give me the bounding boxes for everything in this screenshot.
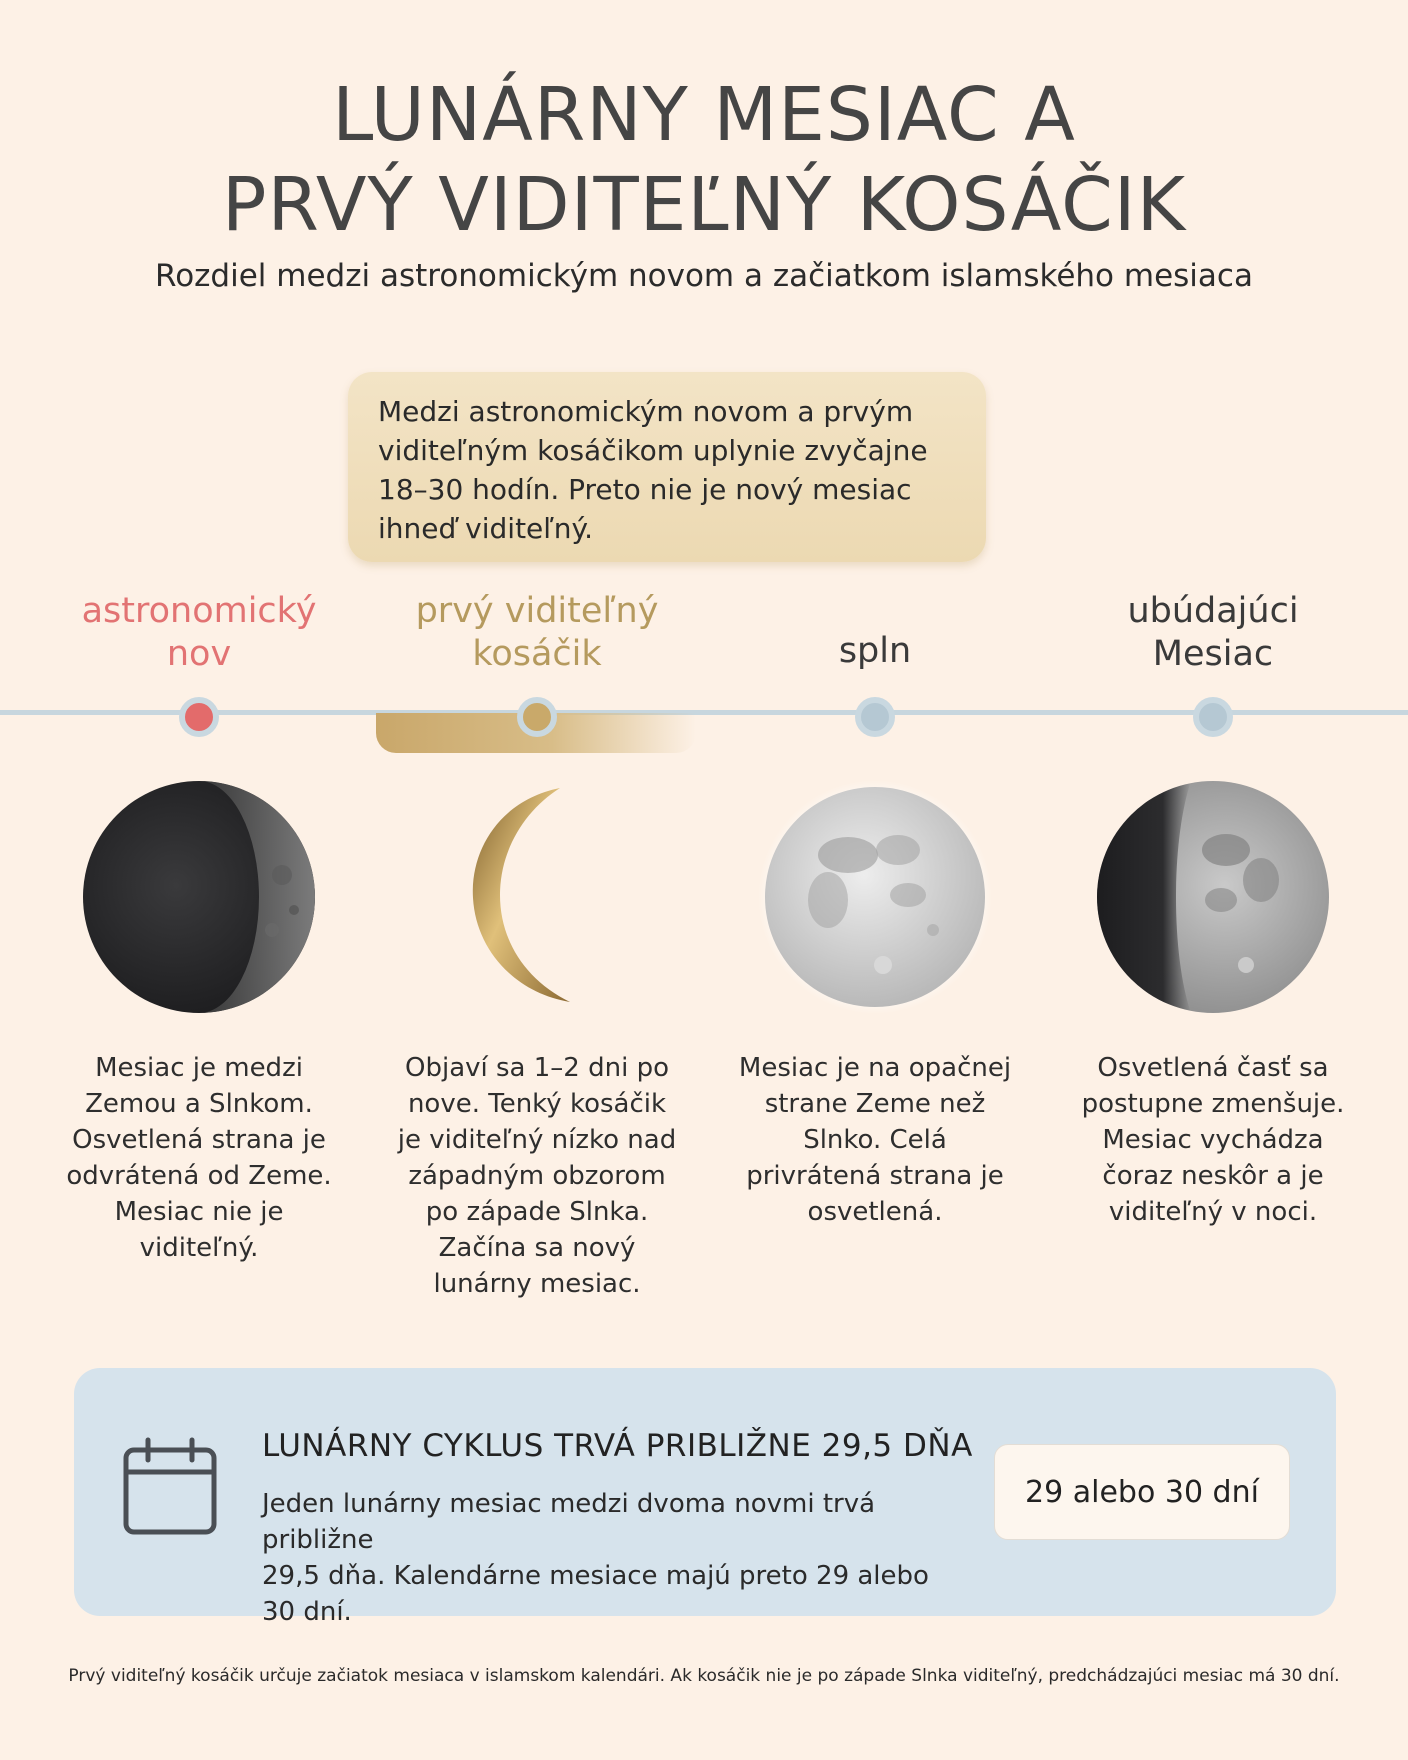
title-line-2: PRVÝ VIDITEĽNÝ KOSÁČIK — [221, 162, 1187, 248]
calendar-icon — [122, 1436, 218, 1536]
desc-line: Osvetlená strana je — [72, 1125, 326, 1155]
desc-line: Mesiac nie je — [114, 1197, 284, 1227]
desc-line: strane Zeme než — [764, 1089, 986, 1119]
timeline-dot-full-moon — [855, 697, 895, 737]
callout-line-4: ihneď viditeľný. — [378, 512, 594, 545]
phase-label-waning-moon — [1063, 590, 1363, 676]
phase-label-crescent-line-2: kosáčik — [472, 634, 602, 674]
desc-line: Mesiac je medzi — [95, 1053, 303, 1083]
crescent-moon-image — [420, 780, 654, 1014]
desc-line: osvetlená. — [807, 1197, 943, 1227]
desc-line: nove. Tenký kosáčik — [407, 1089, 667, 1119]
cycle-text-line-1: Jeden lunárny mesiac medzi dvoma novmi trvá približne — [262, 1489, 876, 1555]
days-badge: 29 alebo 30 dní — [994, 1444, 1290, 1540]
desc-line: západným obzorom — [408, 1161, 666, 1191]
desc-line: Osvetlená časť sa — [1097, 1053, 1329, 1083]
page-subtitle: Rozdiel medzi astronomickým novom a začiatkom islamského mesiaca — [155, 258, 1253, 294]
phase-label-crescent-line-1: prvý viditeľný — [415, 591, 659, 631]
phase-label-new-moon-line-1: astronomický — [81, 591, 317, 631]
desc-line: Zemou a Slnkom. — [85, 1089, 313, 1119]
desc-line: po západe Slnka. — [425, 1197, 649, 1227]
full-moon-image — [758, 780, 992, 1014]
desc-line: lunárny mesiac. — [433, 1269, 641, 1299]
phase-desc-crescent — [392, 1050, 682, 1302]
desc-line: viditeľný v noci. — [1108, 1197, 1318, 1227]
phase-label-full-moon-line-1: spln — [838, 631, 912, 671]
desc-line: odvrátená od Zeme. — [66, 1161, 332, 1191]
timeline-dot-crescent — [517, 697, 557, 737]
footnote: Prvý viditeľný kosáčik určuje začiatok mesiaca v islamskom kalendári. Ak kosáčik nie je po západe Slnka viditeľný, predchádzajúci mesiac má 30 dní. — [68, 1666, 1340, 1686]
cycle-text-line-2: 29,5 dňa. Kalendárne mesiace majú preto 29 alebo 30 dní. — [262, 1561, 929, 1627]
phase-label-new-moon-line-2: nov — [166, 634, 232, 674]
callout-line-1: Medzi astronomickým novom a prvým — [378, 395, 914, 428]
info-callout — [348, 372, 986, 562]
desc-line: Slnko. Celá — [803, 1125, 947, 1155]
phase-label-full-moon — [725, 630, 1025, 673]
page-title — [0, 70, 1408, 250]
phase-desc-waning-moon — [1068, 1050, 1358, 1230]
timeline-dot-new-moon — [179, 697, 219, 737]
desc-line: Začína sa nový — [438, 1233, 636, 1263]
waning-moon-image — [1096, 780, 1330, 1014]
desc-line: čoraz neskôr a je — [1102, 1161, 1324, 1191]
phase-label-waning-line-2: Mesiac — [1152, 634, 1274, 674]
desc-line: privrátená strana je — [746, 1161, 1004, 1191]
desc-line: je viditeľný nízko nad — [397, 1125, 677, 1155]
title-line-1: LUNÁRNY MESIAC A — [332, 72, 1076, 158]
desc-line: postupne zmenšuje. — [1081, 1089, 1345, 1119]
callout-line-3: 18–30 hodín. Preto nie je nový mesiac — [378, 473, 912, 506]
callout-line-2: viditeľným kosáčikom uplynie zvyčajne — [378, 434, 928, 467]
cycle-description — [262, 1486, 962, 1630]
lunar-cycle-panel — [74, 1368, 1336, 1627]
phase-desc-full-moon — [730, 1050, 1020, 1230]
phase-label-waning-line-1: ubúdajúci — [1127, 591, 1299, 631]
cycle-title: LUNÁRNY CYKLUS TRVÁ PRIBLIŽNE 29,5 DŇA — [262, 1428, 973, 1464]
new-moon-image — [82, 780, 316, 1014]
desc-line: Objaví sa 1–2 dni po — [405, 1053, 669, 1083]
desc-line: Mesiac vychádza — [1102, 1125, 1324, 1155]
desc-line: Mesiac je na opačnej — [738, 1053, 1012, 1083]
timeline-dot-waning-moon — [1193, 697, 1233, 737]
phase-desc-new-moon — [54, 1050, 344, 1266]
phase-label-first-crescent — [387, 590, 687, 676]
desc-line: viditeľný. — [139, 1233, 259, 1263]
phase-label-new-moon — [49, 590, 349, 676]
